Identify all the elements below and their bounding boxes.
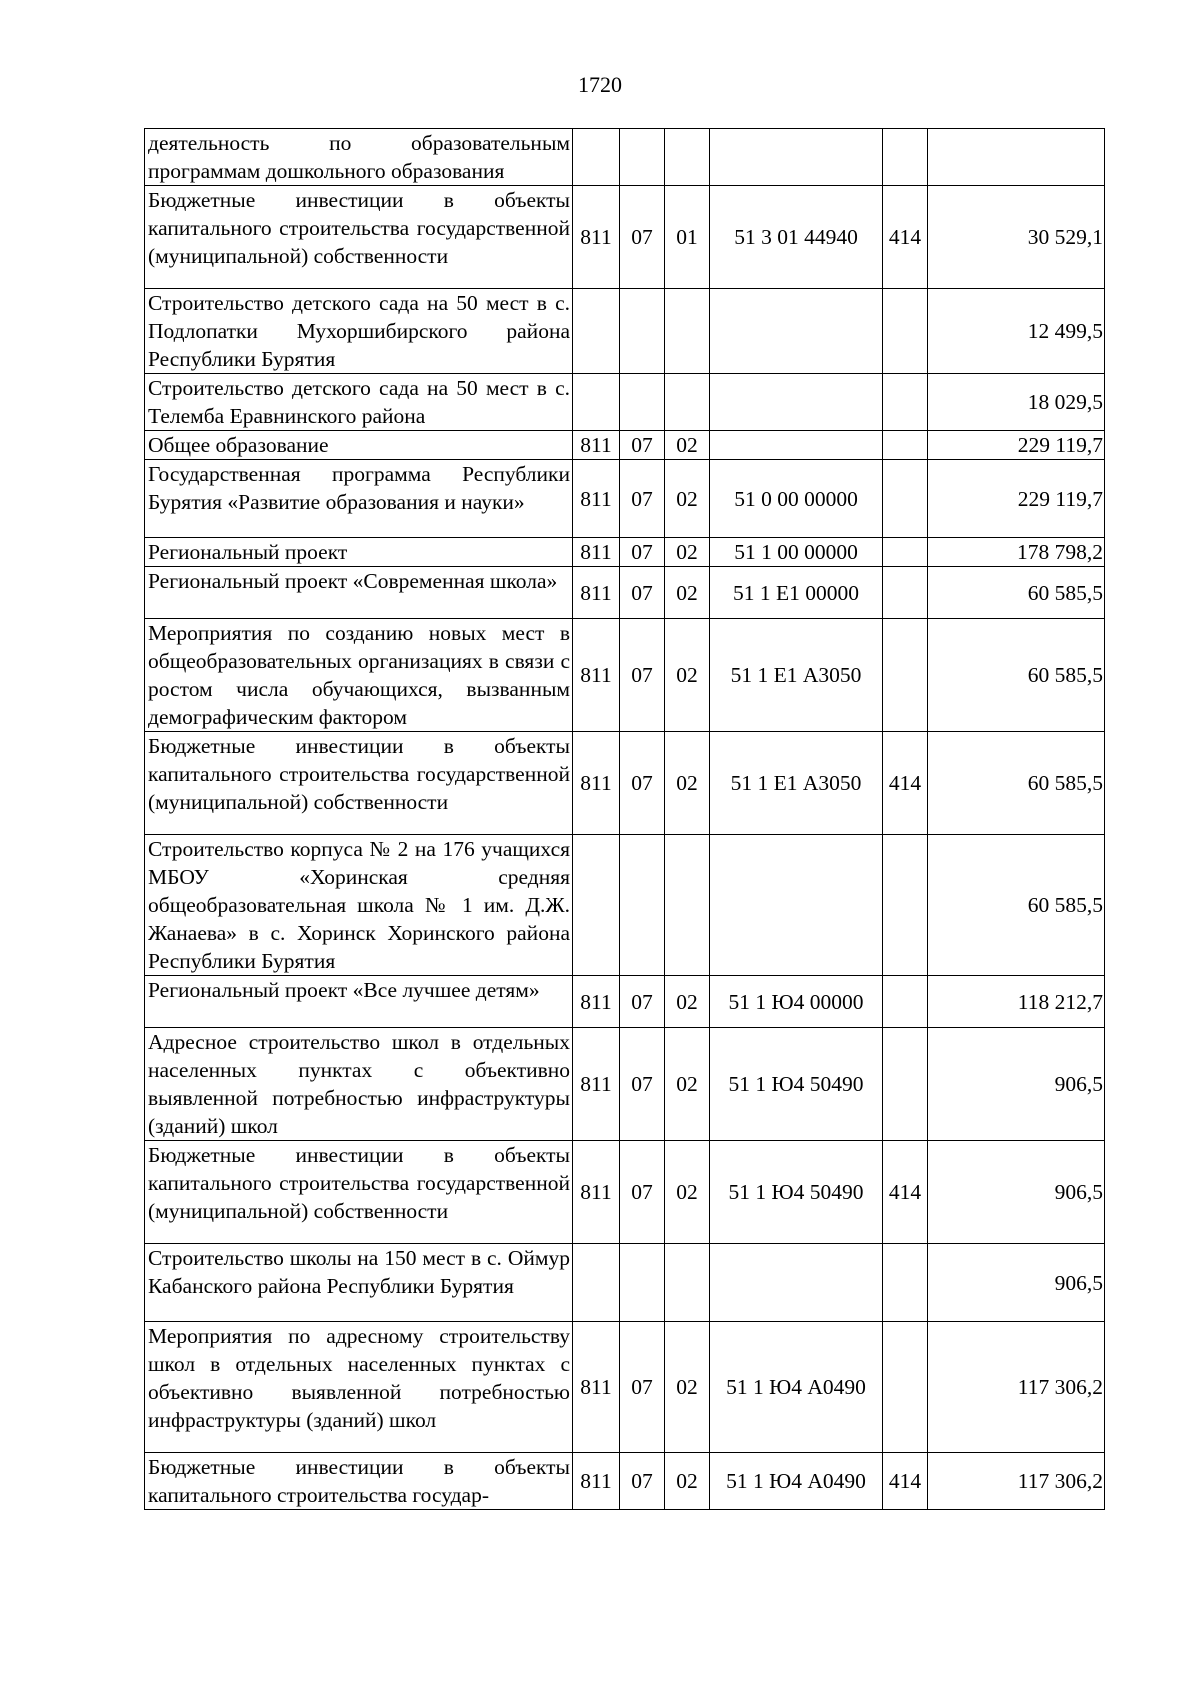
amount-value: 30 529,1 [928,186,1105,289]
subsection-code: 02 [665,1453,710,1510]
ministry-code: 811 [573,431,620,460]
table-row [145,538,1105,567]
target-article-code: 51 1 Е1 00000 [710,567,883,619]
subsection-code: 02 [665,460,710,538]
ministry-code: 811 [573,1141,620,1244]
target-article-code [710,431,883,460]
table-row [145,835,1105,976]
row-description: деятельность по образовательным программам дошкольного образования [145,129,573,186]
subsection-code: 02 [665,1141,710,1244]
target-article-code: 51 1 Е1 А3050 [710,619,883,732]
amount-value: 60 585,5 [928,619,1105,732]
table-row [145,619,1105,732]
subsection-code: 02 [665,1322,710,1453]
subsection-code: 02 [665,976,710,1028]
row-description: Региональный проект «Все лучшее детям» [145,976,573,1028]
ministry-code: 811 [573,1453,620,1510]
row-description: Региональный проект [145,538,573,567]
target-article-code [710,1244,883,1322]
expense-type-code [883,129,928,186]
section-code [620,835,665,976]
ministry-code: 811 [573,619,620,732]
expense-type-code [883,289,928,374]
amount-value: 906,5 [928,1028,1105,1141]
amount-value: 229 119,7 [928,431,1105,460]
section-code [620,374,665,431]
expense-type-code [883,1244,928,1322]
amount-value: 118 212,7 [928,976,1105,1028]
row-description: Региональный проект «Современная школа» [145,567,573,619]
section-code: 07 [620,538,665,567]
expense-type-code: 414 [883,732,928,835]
amount-value: 906,5 [928,1244,1105,1322]
expense-type-code [883,1322,928,1453]
expense-type-code [883,835,928,976]
section-code [620,289,665,374]
budget-table [144,128,1105,1510]
amount-value [928,129,1105,186]
row-description: Адресное строительство школ в отдельных населенных пунктах с объективно выявленной потребностью инфраструктуры (зданий) школ [145,1028,573,1141]
ministry-code: 811 [573,538,620,567]
ministry-code: 811 [573,567,620,619]
expense-type-code [883,567,928,619]
table-row [145,460,1105,538]
ministry-code: 811 [573,1028,620,1141]
amount-value: 60 585,5 [928,835,1105,976]
ministry-code: 811 [573,732,620,835]
amount-value: 178 798,2 [928,538,1105,567]
expense-type-code: 414 [883,1453,928,1510]
ministry-code: 811 [573,976,620,1028]
row-description: Мероприятия по адресному строительству школ в отдельных населенных пунктах с объективно выявленной потребностью инфраструктуры (зданий) школ [145,1322,573,1453]
ministry-code: 811 [573,1322,620,1453]
amount-value: 229 119,7 [928,460,1105,538]
target-article-code: 51 0 00 00000 [710,460,883,538]
subsection-code: 02 [665,1028,710,1141]
ministry-code: 811 [573,186,620,289]
amount-value: 60 585,5 [928,732,1105,835]
subsection-code [665,129,710,186]
expense-type-code [883,374,928,431]
row-description: Мероприятия по созданию новых мест в общеобразовательных организациях в связи с ростом числа обучающихся, вызванным демографическим фактором [145,619,573,732]
subsection-code: 02 [665,538,710,567]
ministry-code [573,129,620,186]
row-description: Строительство детского сада на 50 мест в с. Телемба Еравнинского района [145,374,573,431]
expense-type-code [883,1028,928,1141]
section-code: 07 [620,1322,665,1453]
subsection-code: 02 [665,567,710,619]
row-description: Бюджетные инвестиции в объекты капитального строительства государственной (муниципальной) собственности [145,186,573,289]
target-article-code: 51 1 Ю4 00000 [710,976,883,1028]
amount-value: 117 306,2 [928,1322,1105,1453]
target-article-code [710,289,883,374]
target-article-code: 51 1 Ю4 А0490 [710,1322,883,1453]
target-article-code [710,835,883,976]
budget-table-body [145,129,1105,1510]
amount-value: 117 306,2 [928,1453,1105,1510]
expense-type-code [883,538,928,567]
subsection-code: 02 [665,431,710,460]
section-code [620,129,665,186]
section-code: 07 [620,1028,665,1141]
subsection-code [665,374,710,431]
row-description: Строительство детского сада на 50 мест в с. Подлопатки Мухоршибирского района Республики Бурятия [145,289,573,374]
subsection-code: 02 [665,619,710,732]
table-row [145,289,1105,374]
target-article-code: 51 1 Ю4 50490 [710,1028,883,1141]
section-code: 07 [620,1141,665,1244]
subsection-code: 02 [665,732,710,835]
section-code [620,1244,665,1322]
target-article-code: 51 1 Ю4 А0490 [710,1453,883,1510]
subsection-code: 01 [665,186,710,289]
table-row [145,976,1105,1028]
ministry-code [573,1244,620,1322]
target-article-code: 51 1 Ю4 50490 [710,1141,883,1244]
ministry-code [573,835,620,976]
row-description: Строительство школы на 150 мест в с. Оймур Кабанского района Республики Бурятия [145,1244,573,1322]
table-row [145,1244,1105,1322]
table-row [145,374,1105,431]
row-description: Бюджетные инвестиции в объекты капитального строительства государственной (муниципальной) собственности [145,1141,573,1244]
table-row [145,1141,1105,1244]
expense-type-code [883,976,928,1028]
section-code: 07 [620,431,665,460]
section-code: 07 [620,186,665,289]
target-article-code: 51 1 Е1 А3050 [710,732,883,835]
table-row [145,129,1105,186]
target-article-code: 51 1 00 00000 [710,538,883,567]
page-number: 1720 [578,72,622,97]
section-code: 07 [620,976,665,1028]
amount-value: 18 029,5 [928,374,1105,431]
target-article-code [710,129,883,186]
row-description: Строительство корпуса № 2 на 176 учащихся МБОУ «Хоринская средняя общеобразовательная школа № 1 им. Д.Ж. Жанаева» в с. Хоринск Хоринского района Республики Бурятия [145,835,573,976]
amount-value: 906,5 [928,1141,1105,1244]
expense-type-code [883,619,928,732]
subsection-code [665,835,710,976]
section-code: 07 [620,567,665,619]
expense-type-code: 414 [883,1141,928,1244]
amount-value: 60 585,5 [928,567,1105,619]
table-row [145,1028,1105,1141]
section-code: 07 [620,732,665,835]
subsection-code [665,289,710,374]
ministry-code: 811 [573,460,620,538]
subsection-code [665,1244,710,1322]
row-description: Бюджетные инвестиции в объекты капитального строительства государственной (муниципальной) собственности [145,732,573,835]
row-description: Общее образование [145,431,573,460]
section-code: 07 [620,1453,665,1510]
section-code: 07 [620,619,665,732]
ministry-code [573,289,620,374]
row-description: Бюджетные инвестиции в объекты капитального строительства государ- [145,1453,573,1510]
table-row [145,186,1105,289]
table-row [145,732,1105,835]
expense-type-code: 414 [883,186,928,289]
target-article-code: 51 3 01 44940 [710,186,883,289]
amount-value: 12 499,5 [928,289,1105,374]
section-code: 07 [620,460,665,538]
expense-type-code [883,431,928,460]
expense-type-code [883,460,928,538]
target-article-code [710,374,883,431]
table-row [145,431,1105,460]
table-row [145,1453,1105,1510]
table-row [145,1322,1105,1453]
ministry-code [573,374,620,431]
table-row [145,567,1105,619]
row-description: Государственная программа Республики Бурятия «Развитие образования и науки» [145,460,573,538]
